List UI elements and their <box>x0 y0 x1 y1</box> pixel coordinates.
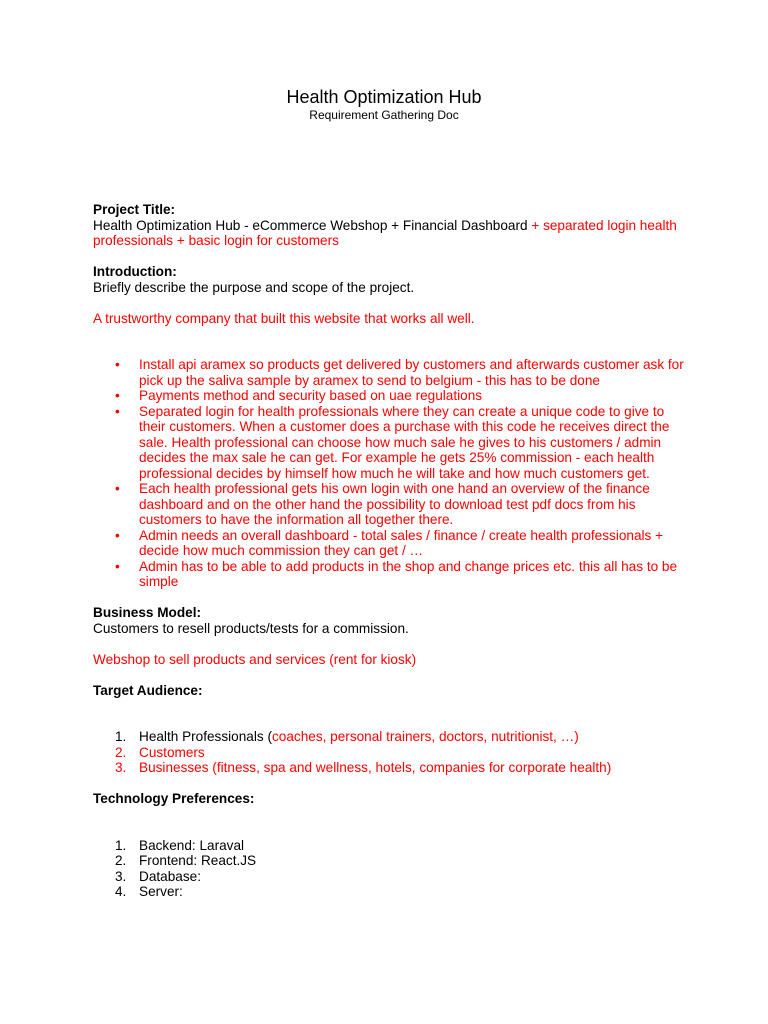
list-item: • Install api aramex so products get delivered by customers and afterwards customer ask for pick up the saliva sample by aramex to send to belgium - this has to be done <box>93 357 693 388</box>
list-item-text: Frontend: React.JS <box>139 853 257 868</box>
list-item-text: Server: <box>139 884 183 899</box>
list-item-red-text: Businesses (fitness, spa and wellness, hotels, companies for corporate health) <box>139 760 612 775</box>
introduction-text: Briefly describe the purpose and scope of the project. <box>93 279 415 295</box>
technology-preferences-list <box>93 838 693 900</box>
target-audience-list <box>93 729 693 776</box>
target-audience-heading: Target Audience: <box>93 682 203 698</box>
list-item: • Admin has to be able to add products in the shop and change prices etc. this all has to be simple <box>93 559 693 590</box>
list-number: 3. <box>115 760 127 775</box>
list-item: • Payments method and security based on uae regulations <box>93 388 693 404</box>
document-subtitle: Requirement Gathering Doc <box>309 108 459 122</box>
list-item <box>93 760 693 776</box>
list-item-text: Health Professionals ( <box>139 729 272 744</box>
list-number: 1. <box>115 837 127 853</box>
business-model-red-text: Webshop to sell products and services (rent for kiosk) <box>93 651 417 667</box>
list-number: 4. <box>115 884 127 899</box>
introduction-red-text: A trustworthy company that built this website that works all well. <box>93 310 475 326</box>
list-item-text: Backend: Laraval <box>139 837 245 853</box>
list-item: • Each health professional gets his own login with one hand an overview of the finance dashboard and on the other hand the possibility to download test pdf docs from his customers to have the information all together there. <box>93 481 693 528</box>
list-item <box>93 884 693 900</box>
list-item-red-text: coaches, personal trainers, doctors, nutritionist, …) <box>271 729 579 744</box>
list-number: 2. <box>115 744 127 760</box>
list-item <box>93 729 693 745</box>
project-title-text <box>93 218 693 249</box>
list-number: 2. <box>115 853 127 868</box>
project-title-text-black: Health Optimization Hub - eCommerce Webshop + Financial Dashboard <box>93 217 532 233</box>
document-title: Health Optimization Hub <box>286 87 482 107</box>
list-item <box>93 853 693 869</box>
list-item <box>93 838 693 854</box>
technology-preferences-heading: Technology Preferences: <box>93 791 255 806</box>
project-title-text-red: + separated login health professionals + basic login for customers <box>93 217 677 248</box>
document-body <box>93 202 693 900</box>
list-item-text: Database: <box>139 868 201 884</box>
introduction-heading: Introduction: <box>93 264 177 279</box>
list-item <box>93 745 693 761</box>
list-item: • Admin needs an overall dashboard - total sales / finance / create health professionals + decide how much commission they can get / … <box>93 528 693 559</box>
list-item-red-text: Customers <box>139 744 205 760</box>
list-number: 1. <box>115 729 127 744</box>
business-model-text: Customers to resell products/tests for a commission. <box>93 620 409 636</box>
requirements-list <box>93 357 693 590</box>
business-model-heading: Business Model: <box>93 605 202 620</box>
list-item: • Separated login for health professionals where they can create a unique code to give to their customers. When a customer does a purchase with this code he receives direct the sale. Health professional can choose how much sale he gives to his customers / admin decides the max sale he can get. For example he gets 25% commission - each health professional decides by himself how much he will take and how much customers get. <box>93 404 693 482</box>
list-item <box>93 869 693 885</box>
project-title-heading: Project Title: <box>93 202 176 217</box>
list-number: 3. <box>115 868 127 884</box>
